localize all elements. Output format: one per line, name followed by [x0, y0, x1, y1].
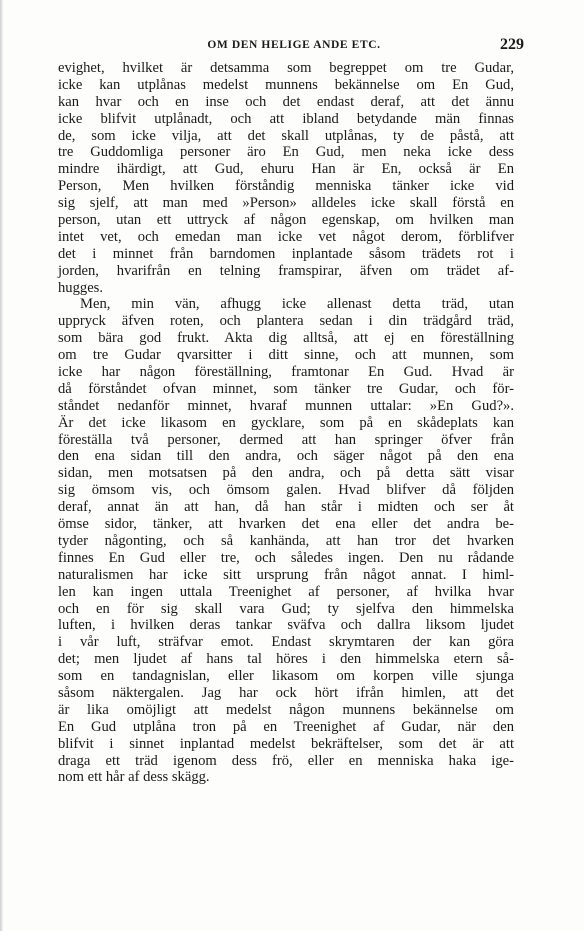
text-line: i vår luft, sträfvar emot. Endast skrymtaren der kan göra [58, 634, 514, 651]
text-line: sig ömsom vis, och ömsom galen. Hvad blifver då följden [58, 482, 514, 499]
text-line: kan hvar och en inse och det endast deraf, att det ännu [58, 93, 514, 110]
text-line: såsom näktergalen. Jag har ock hört ifrån himlen, att det [58, 684, 514, 701]
text-line: ömse sidor, tänker, att hvarken det ena eller det andra be- [58, 516, 514, 533]
text-line: len kan ingen uttala Treenighet af personer, af hvilka hvar [58, 583, 514, 600]
text-line: sidan, men motsatsen på den andra, och på detta sätt visar [58, 465, 514, 482]
body-text [58, 60, 514, 786]
text-line: om tre Gudar qvarsitter i ditt sinne, och att munnen, som [58, 347, 514, 364]
text-line: då förståndet ofvan minnet, som tänker tre Gudar, och för- [58, 380, 514, 397]
text-line: ståndet nedanför minnet, hvaraf munnen uttalar: »En Gud?». [58, 397, 514, 414]
text-line: det; men ljudet af hans tal höres i den himmelska etern så- [58, 651, 514, 668]
text-line: jorden, hvarifrån en telning framspirar, äfven om trädet af- [58, 262, 514, 279]
text-line: är lika omöjligt att medelst någon munnens bekännelse om [58, 701, 514, 718]
running-title: OM DEN HELIGE ANDE ETC. [207, 39, 381, 51]
text-line: Är det icke likasom en gycklare, som på en skådeplats kan [58, 414, 514, 431]
text-line: person, utan ett uttryck af någon egenskap, om hvilken man [58, 212, 514, 229]
text-line: icke blifvit utplånadt, och att ibland betydande män finnas [58, 110, 514, 127]
text-line: finnes En Gud eller tre, och således ingen. Den nu rådande [58, 549, 514, 566]
text-line: som en tandagnislan, eller likasom om korpen ville sjunga [58, 668, 514, 685]
text-line: En Gud utplåna tron på en Treenighet af Gudar, när den [58, 718, 514, 735]
text-line: nom ett hår af dess skägg. [58, 769, 210, 786]
text-line: blifvit i sinnet inplantad medelst bekräftelser, som det är att [58, 735, 514, 752]
text-line: icke kan utplånas medelst munnens bekännelse om En Gud, [58, 76, 514, 93]
text-line: tre Guddomliga personer äro En Gud, men neka icke dess [58, 144, 514, 161]
text-line: icke har någon föreställning, framtonar En Gud. Hvad är [58, 364, 514, 381]
text-line: och en för sig skall vara Gud; ty sjelfva den himmelska [58, 600, 514, 617]
text-line: deraf, annat än att han, då han står i midten och ser åt [58, 499, 514, 516]
text-line: intet vet, och emedan man icke vet något derom, förblifver [58, 228, 514, 245]
text-line: föreställa två personer, dermed att han springer öfver från [58, 431, 514, 448]
text-line: Men, min vän, afhugg icke allenast detta träd, utan [80, 296, 514, 313]
page-edge-shadow [0, 0, 3, 931]
text-line: sig sjelf, att man med »Person» alldeles icke skall förstå en [58, 195, 514, 212]
text-line: hugges. [58, 279, 103, 296]
page-number: 229 [500, 36, 524, 53]
text-line: luften, i hvilken deras tankar sväfva och dallra liksom ljudet [58, 617, 514, 634]
text-line: Person, Men hvilken förståndig menniska tänker icke vid [58, 178, 514, 195]
text-line: det i minnet från barndomen inplantade såsom trädets rot i [58, 245, 514, 262]
text-line: tyder någonting, och så kanhända, att han tror det hvarken [58, 532, 514, 549]
text-line: naturalismen har icke sitt ursprung från något annat. I himl- [58, 566, 514, 583]
text-line: draga ett träd igenom dess frö, eller en menniska haka ige- [58, 752, 514, 769]
text-line: evighet, hvilket är detsamma som begreppet om tre Gudar, [58, 60, 514, 76]
text-line: som bära god frukt. Akta dig alltså, att ej en föreställning [58, 330, 514, 347]
text-line: de, som icke vilja, att det skall utplånas, ty de påstå, att [58, 127, 514, 144]
text-line: mindre ihärdigt, att Gud, ehuru Han är En, också är En [58, 161, 514, 178]
text-line: den ena sidan till den andra, och säger något på den ena [58, 448, 514, 465]
running-header [58, 36, 530, 56]
text-line: uppryck äfven roten, och plantera sedan i din trädgård träd, [58, 313, 514, 330]
